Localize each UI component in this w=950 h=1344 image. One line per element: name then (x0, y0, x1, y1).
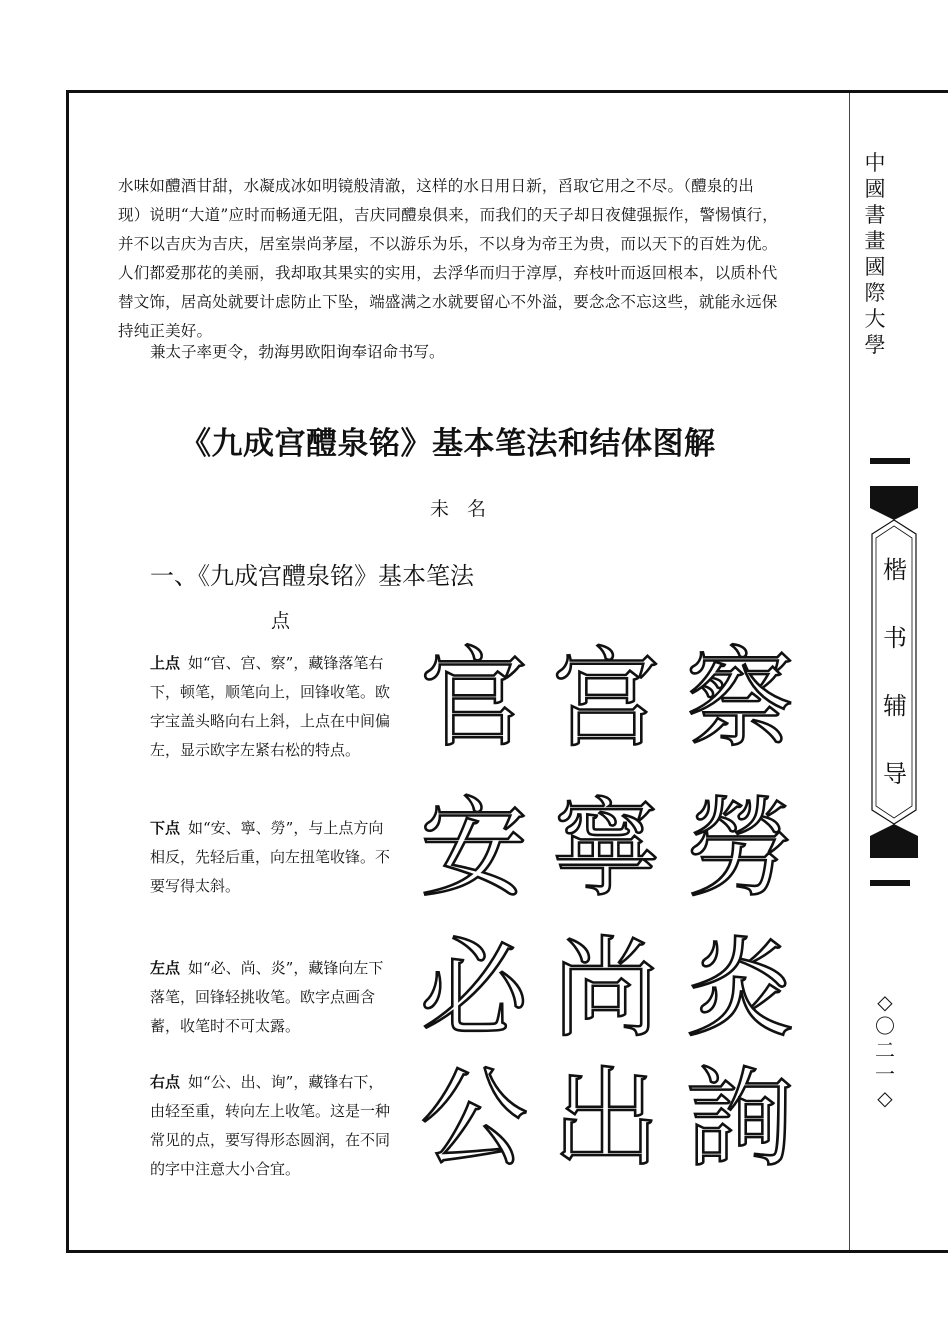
page-number-glyph: 一 (875, 1062, 895, 1086)
signature-line: 兼太子率更令，勃海男欧阳询奉诏命书写。 (150, 343, 445, 361)
publication-title (858, 150, 892, 358)
section-label-char: 导 (883, 760, 907, 788)
publication-title-char: 中 (864, 151, 886, 175)
sidebar-divider (849, 93, 850, 1250)
body-line: 人们都爱那花的美丽，我却取其果实的实用，去浮华而归于淳厚，弃枝叶而返回根本，以质朴代 (118, 264, 778, 282)
section-label (877, 550, 913, 822)
stroke-text: 如“公、出、询”，藏锋右下，由轻至重，转向左上收笔。这是一种常见的点，要写得形态圆润，在不同的字中注意大小合宜。 (150, 1073, 391, 1178)
stroke-text: 如“必、尚、炎”，藏锋向左下落笔，回锋轻挑收笔。欧字点画含蓄，收笔时不可太露。 (150, 959, 384, 1035)
section-label-char: 书 (883, 624, 907, 652)
example-character-grid (414, 637, 798, 1182)
section-label-char: 楷 (883, 556, 907, 584)
article-title: 《九成宫醴泉铭》基本笔法和结体图解 (180, 426, 716, 462)
publication-title-char: 學 (864, 333, 886, 357)
publication-title-char: 際 (864, 281, 886, 305)
stroke-entry (150, 954, 394, 1041)
stroke-text: 如“官、宫、察”，藏锋落笔右下，顿笔，顺笔向上，回锋收笔。欧字宝盖头略向右上斜，上点在中间偏左，显示欧字左紧右松的特点。 (150, 654, 391, 759)
stroke-text: 如“安、寧、勞”，与上点方向相反，先轻后重，向左扭笔收锋。不要写得太斜。 (150, 819, 391, 895)
example-character: 出 (551, 1057, 660, 1182)
section-heading: 一、《九成宫醴泉铭》基本笔法 (150, 562, 474, 590)
publication-title-char: 畫 (864, 229, 886, 253)
stroke-term: 上点 (150, 654, 181, 672)
author-name: 未名 (430, 498, 505, 520)
body-line: 现）说明“大道”应时而畅通无阻，吉庆同醴泉俱来，而我们的天子却日夜健强振作，警惕慎行， (118, 206, 778, 224)
page-number-glyph: ◇ (877, 1086, 893, 1110)
stroke-entry (150, 1068, 394, 1184)
example-character: 官 (419, 637, 528, 762)
subheading: 点 (271, 610, 291, 632)
example-character: 宫 (551, 637, 660, 762)
page-number-glyph: 〇 (875, 1014, 895, 1038)
example-character: 必 (419, 927, 528, 1052)
example-character: 勞 (685, 787, 794, 912)
body-line: 替文饰，居高处就要计虑防止下坠，端盛满之水就要留心不外溢，要念念不忘这些，就能永远保 (118, 293, 778, 311)
example-character: 炎 (685, 927, 794, 1052)
example-character: 詢 (685, 1057, 794, 1182)
publication-title-char: 國 (864, 177, 886, 201)
stroke-entry (150, 649, 394, 765)
stroke-term: 左点 (150, 959, 181, 977)
example-character: 公 (419, 1057, 528, 1182)
section-label-char: 辅 (883, 692, 907, 720)
page-number-glyph: ◇ (877, 990, 893, 1014)
example-character: 寧 (551, 787, 660, 912)
stroke-term: 右点 (150, 1073, 181, 1091)
sidebar-bar (870, 458, 910, 464)
publication-title-char: 大 (864, 307, 886, 331)
stroke-entry (150, 814, 394, 901)
sidebar-bar (870, 880, 910, 886)
body-line: 持纯正美好。 (118, 322, 213, 340)
body-line: 水味如醴酒甘甜，水凝成冰如明镜般清澈，这样的水日用日新，舀取它用之不尽。（醴泉的出 (118, 177, 754, 195)
example-character: 安 (419, 787, 528, 912)
example-character: 尚 (551, 927, 660, 1052)
publication-title-char: 書 (864, 203, 886, 227)
body-paragraph (118, 172, 826, 346)
example-character: 察 (685, 637, 794, 762)
page-number-glyph: 二 (875, 1038, 895, 1062)
body-line: 并不以吉庆为吉庆，居室崇尚茅屋，不以游乐为乐，不以身为帝王为贵，而以天下的百姓为优。 (118, 235, 778, 253)
page-number (870, 990, 900, 1110)
stroke-term: 下点 (150, 819, 181, 837)
publication-title-char: 國 (864, 255, 886, 279)
